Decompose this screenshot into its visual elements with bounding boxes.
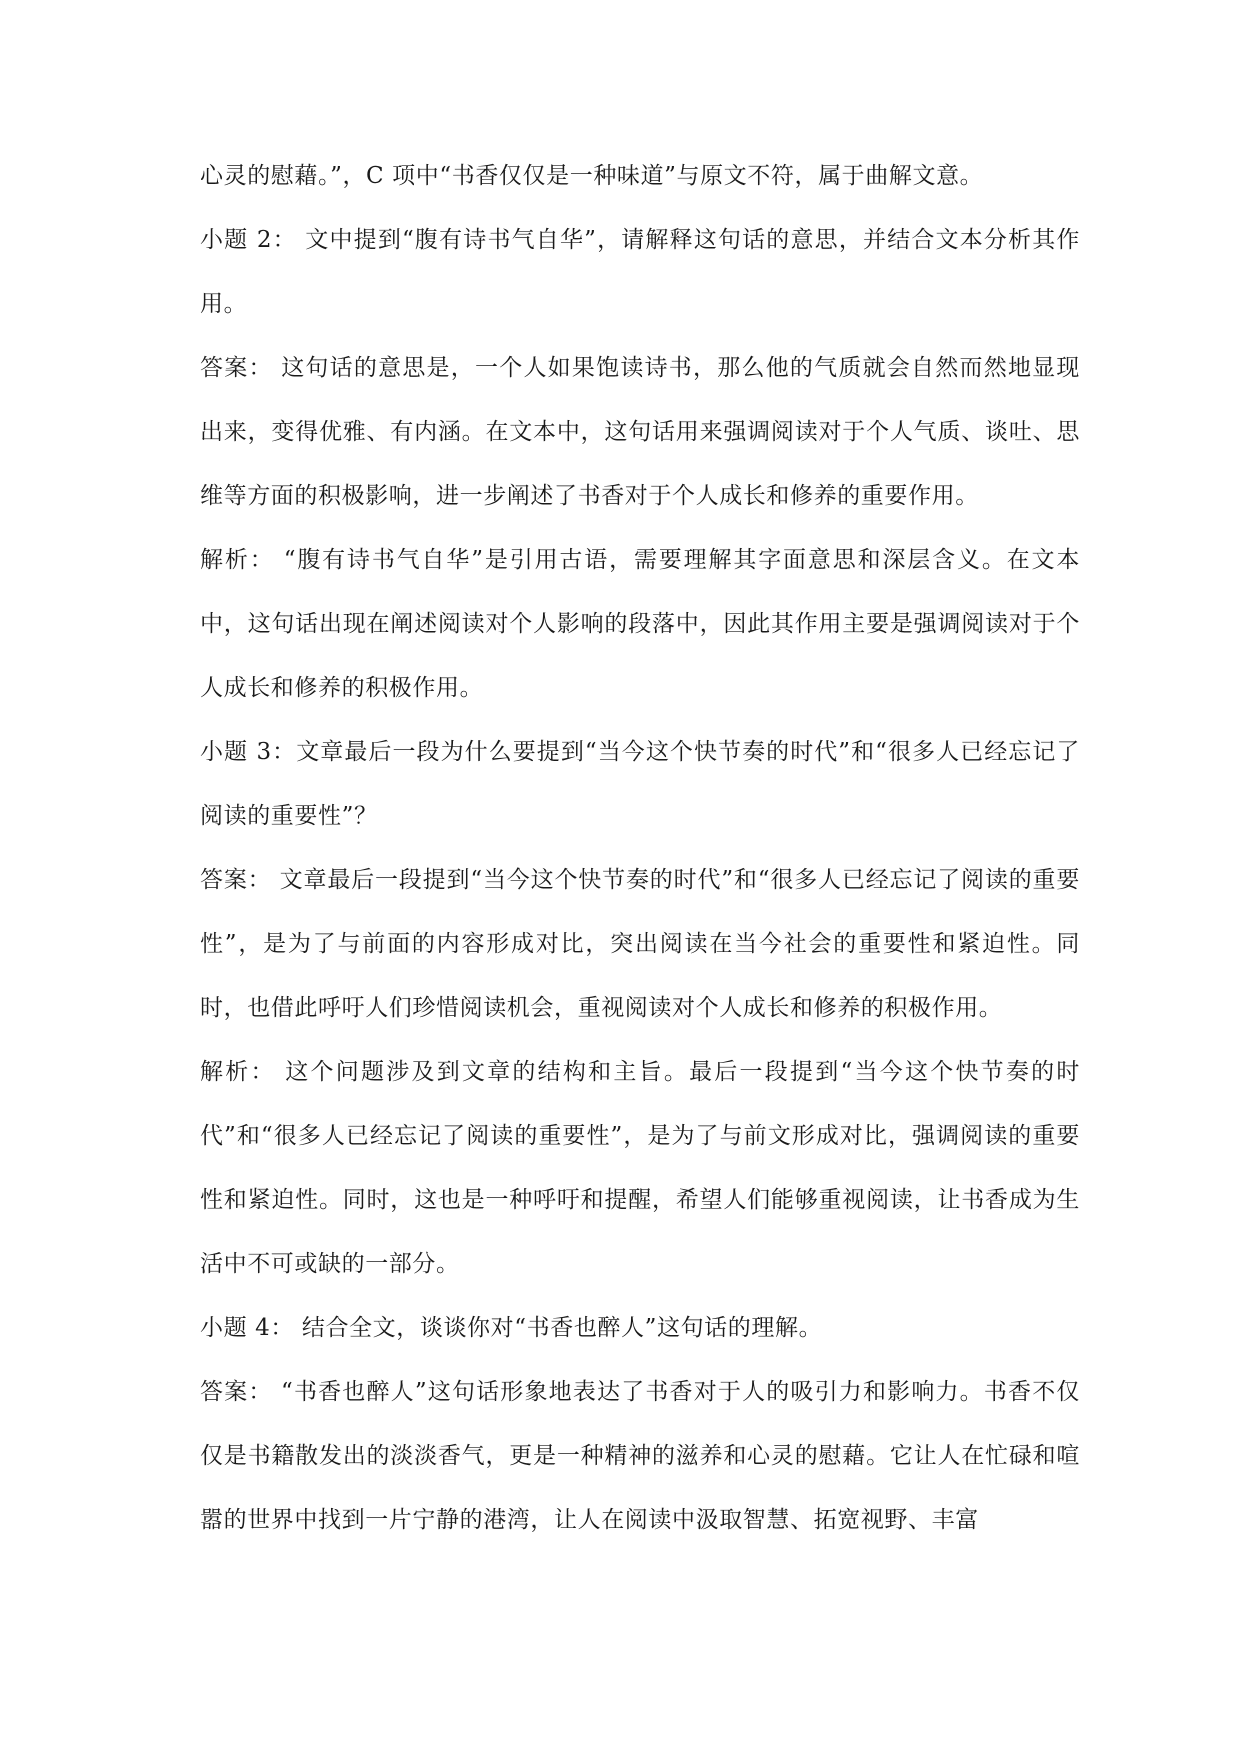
paragraph-question-3: 小题 3：文章最后一段为什么要提到“当今这个快节奏的时代”和“很多人已经忘记了阅读的重要性”？ [200,739,1080,829]
paragraph-question-2: 小题 2： 文中提到“腹有诗书气自华”，请解释这句话的意思，并结合文本分析其作用。 [200,227,1080,317]
paragraph-question-4: 小题 4： 结合全文，谈谈你对“书香也醉人”这句话的理解。 [200,1315,823,1341]
paragraph-answer-2: 答案： 这句话的意思是，一个人如果饱读诗书，那么他的气质就会自然而然地显现出来，变得优雅、有内涵。在文本中，这句话用来强调阅读对于个人气质、谈吐、思维等方面的积极影响，进一步阐述了书香对于个人成长和修养的重要作用。 [200,355,1080,509]
paragraph-option-c-analysis: 心灵的慰藉。”，C 项中“书香仅仅是一种味道”与原文不符，属于曲解文意。 [200,163,984,189]
paragraph-answer-3: 答案： 文章最后一段提到“当今这个快节奏的时代”和“很多人已经忘记了阅读的重要性”，是为了与前面的内容形成对比，突出阅读在当今社会的重要性和紧迫性。同时，也借此呼吁人们珍惜阅读机会，重视阅读对个人成长和修养的积极作用。 [200,867,1080,1021]
paragraph-answer-4: 答案： “书香也醉人”这句话形象地表达了书香对于人的吸引力和影响力。书香不仅仅是书籍散发出的淡淡香气，更是一种精神的滋养和心灵的慰藉。它让人在忙碌和喧嚣的世界中找到一片宁静的港湾，让人在阅读中汲取智慧、拓宽视野、丰富 [200,1379,1080,1533]
paragraph-analysis-2: 解析： “腹有诗书气自华”是引用古语，需要理解其字面意思和深层含义。在文本中，这句话出现在阐述阅读对个人影响的段落中，因此其作用主要是强调阅读对于个人成长和修养的积极作用。 [200,547,1080,701]
paragraph-analysis-3: 解析： 这个问题涉及到文章的结构和主旨。最后一段提到“当今这个快节奏的时代”和“很多人已经忘记了阅读的重要性”，是为了与前文形成对比，强调阅读的重要性和紧迫性。同时，这也是一种呼吁和提醒，希望人们能够重视阅读，让书香成为生活中不可或缺的一部分。 [200,1059,1080,1277]
document-body [200,144,1080,1552]
